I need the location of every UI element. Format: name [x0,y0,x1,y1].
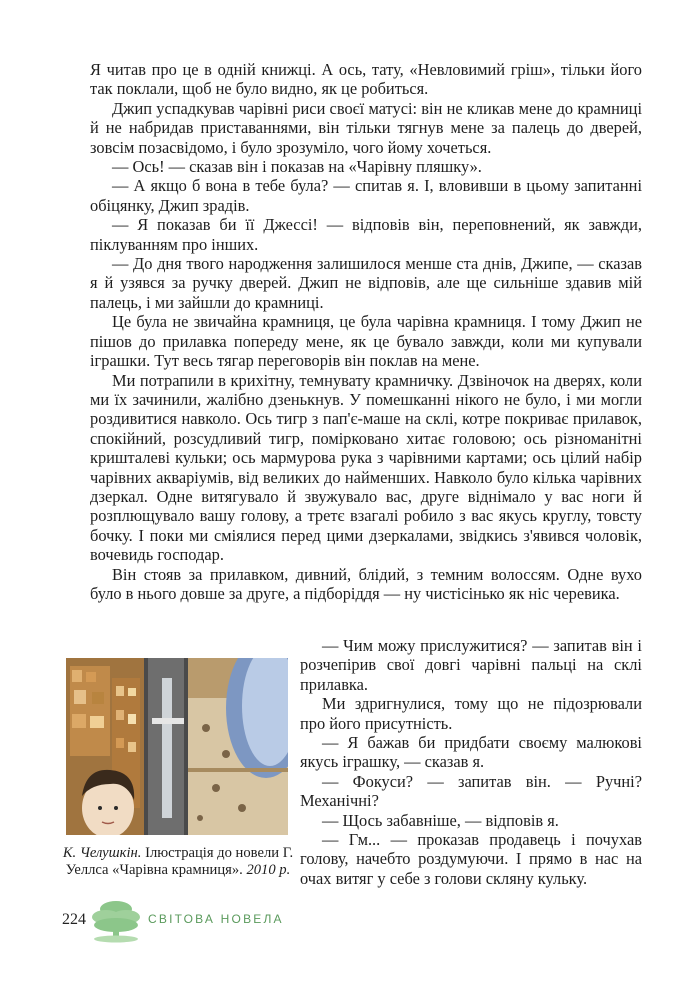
caption-year: 2010 р. [246,862,291,878]
caption-text: Ілюстрація до новели Г. Уеллса «Чарівна крамниця». [65,845,294,878]
paragraph: Джип успадкував чарівні риси своєї матусі: він не кликав мене до крамниці й не набридав приставаннями, він тільки тягнув мене за палець до дверей, зовсім позасвідомо, і було зрозуміло, чого йому хочеться. [90,98,642,157]
paragraph: Це була не звичайна крамниця, це була чарівна крамниця. І тому Джип не пішов до прилавка попереду мене, як це бувало завжди, коли ми купували іграшки. Тут весь тягар переговорів він поклав на мене. [90,312,642,371]
series-name: СВІТОВА НОВЕЛА [148,912,284,926]
caption-author: К. Челушкін. [62,845,142,861]
paragraph: — Я бажав би придбати своєму малюкові якусь іграшку, — сказав я. [300,733,642,772]
paragraph: Ми потрапили в крихітну, темнувату крамничку. Дзвіночок на дверях, коли ми їх зачинили, жалібно дзенькнув. У помешканні нікого не було, і ми могли роздивитися навколо. Ось тигр з пап'є-маше на склі, котре покриває прилавок, спокійний, розсудливий тигр, помірковано хитає головою; ось різноманітні кришталеві кульки; ось мармурова рука з чарівними картами; ось цілий набір чарівних акваріумів, від великих до найменших. Навколо було кілька чарівних дзеркал. Одне витягувало й звужувало вас, друге віднімало у вас ноги й розплющувало вашу голову, а третє взагалі робило з вас якусь круглу, товсту бочку. І поки ми сміялися перед цими дзеркалами, звідкись з'явився чоловік, вочевидь господар. [90,370,642,565]
story-illustration [66,658,288,835]
page-footer [62,895,462,945]
main-text-column [90,60,642,603]
page-number: 224 [62,911,86,928]
paragraph: Він стояв за прилавком, дивний, блідий, з темним волоссям. Одне вухо було в нього довше за друге, а підборіддя — ну чистісінько як ніс черевика. [90,564,642,603]
paragraph: — Щось забавніше, — відповів я. [322,810,559,830]
paragraph: — Ось! — сказав він і показав на «Чарівну пляшку». [112,157,482,177]
paragraph: — Фокуси? — запитав він. — Ручні? Механічні? [300,771,642,811]
illustration-caption [62,845,294,879]
paragraph: Ми здригнулися, тому що не підозрювали про його присутність. [300,694,642,733]
paragraph: — Я показав би її Джессі! — відповів він, переповнений, як завжди, піклуванням про інших. [90,215,642,254]
paragraph: — До дня твого народження залишилося менше ста днів, Джипе, — сказав я й узявся за ручку дверей. Джип не відповів, але ще сильніше здавив мій палець, і ми зайшли до крамниці. [90,254,642,312]
paragraph: — Гм... — проказав продавець і почухав голову, начебто роздумуючи. І прямо в нас на очах витяг у себе з голови скляну кульку. [300,830,642,888]
side-text-column [300,636,642,888]
paragraph: — Чим можу прислужитися? — запитав він і розчепірив свої довгі чарівні пальці на склі прилавка. [300,636,642,694]
tree-logo-icon [90,895,142,948]
paragraph: Я читав про це в одній книжці. А ось, тату, «Невловимий гріш», тільки його так поклали, щоб не було видно, як це робиться. [90,60,642,99]
paragraph: — А якщо б вона в тебе була? — спитав я. І, вловивши в цьому запитанні обіцянку, Джип зрадів. [90,176,642,215]
